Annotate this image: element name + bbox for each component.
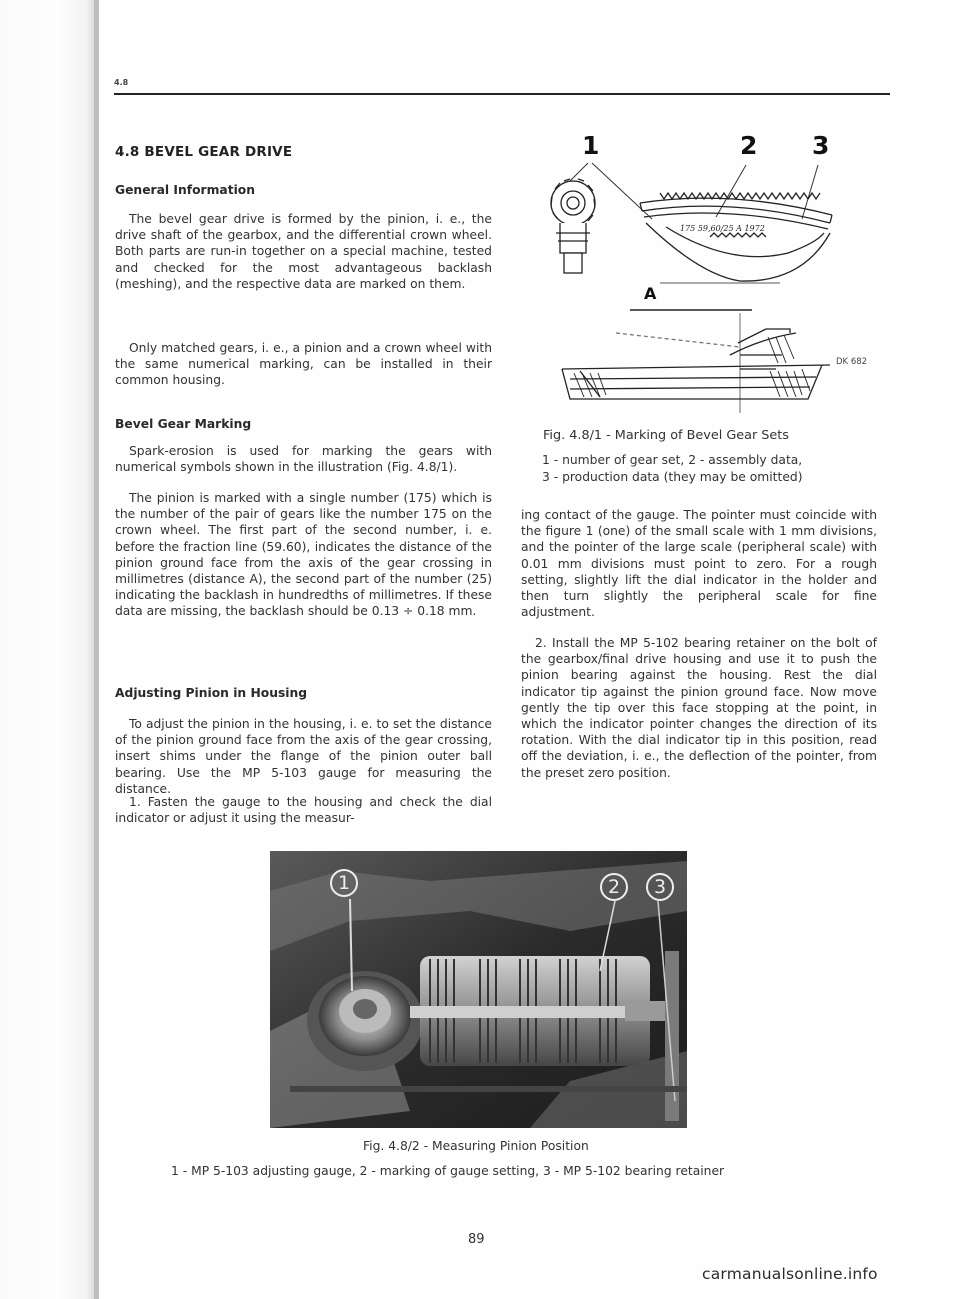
watermark: carmanualsonline.info (702, 1265, 878, 1283)
callout-3: 3 (646, 873, 674, 901)
figure1-caption-title: Fig. 4.8/1 - Marking of Bevel Gear Sets (543, 428, 789, 443)
figure-label-2: 2 (740, 131, 758, 160)
marking-paragraph-1: Spark-erosion is used for marking the gears with numerical symbols shown in the illustration (Fig. 4.8/1). (115, 444, 492, 475)
section-title: 4.8 BEVEL GEAR DRIVE (115, 144, 293, 160)
header-rule (114, 93, 890, 95)
marking-paragraph-2: The pinion is marked with a single number (175) which is the number of the pair of gears like the number 175 on the crown wheel. The first part of the second number, i. e. before the fraction line (59.60), indicates the distance of the pinion ground face from the axis of the gear crossing in millimetres (distance A), the second part of the number (25) indicating the backlash in hundredths of millimetres. If these data are missing, the backlash should be 0.13 ÷ 0.18 mm. (115, 491, 492, 619)
figure-label-1: 1 (582, 131, 600, 160)
general-paragraph-1: The bevel gear drive is formed by the pinion, i. e., the drive shaft of the gearbox, and the differential crown wheel. Both parts are run-in together on a special machine, tested and checked for the most advantageous backlash (meshing), and the respective data are marked on them. (115, 212, 492, 291)
figure1-caption-line-2: 3 - production data (they may be omitted) (542, 470, 803, 484)
figure-reference-code: DK 682 (836, 357, 868, 367)
heading-general-information: General Information (115, 183, 255, 197)
callout-2: 2 (600, 873, 628, 901)
figure1-caption-line-1: 1 - number of gear set, 2 - assembly data, (542, 453, 803, 467)
figure-label-3: 3 (812, 131, 830, 160)
adjusting-paragraph-1: To adjust the pinion in the housing, i. e. to set the distance of the pinion ground face from the axis of the gear crossing, insert shims under the flange of the pinion outer ball bearing. Use the MP 5-103 gauge for measuring the distance. (115, 717, 492, 796)
general-paragraph-2: Only matched gears, i. e., a pinion and a crown wheel with the same numerical marking, can be installed in their common housing. (115, 341, 492, 388)
binding-edge (94, 0, 99, 1299)
figure2-caption-title: Fig. 4.8/2 - Measuring Pinion Position (363, 1139, 589, 1153)
adjusting-paragraph-2: 1. Fasten the gauge to the housing and check the dial indicator or adjust it using the measur- (115, 795, 492, 826)
callout-1: 1 (330, 869, 358, 897)
heading-adjusting-pinion: Adjusting Pinion in Housing (115, 686, 308, 700)
page-binding-shadow (0, 0, 98, 1299)
bevel-gear-drawing (540, 133, 880, 423)
running-head: 4.8 (114, 78, 129, 87)
figure-bevel-gear-marking (540, 133, 880, 423)
photo-measuring-pinion-position (270, 851, 687, 1128)
heading-bevel-gear-marking: Bevel Gear Marking (115, 417, 252, 431)
gear-marking-text: 175 59,60/25 A 1972 (680, 224, 765, 233)
right-paragraph-1: ing contact of the gauge. The pointer must coincide with the figure 1 (one) of the small scale with 1 mm divisions, and the pointer of the large scale (peripheral scale) with 0.01 mm divisions must point to zero. For a rough setting, slightly lift the dial indicator in the holder and then turn slightly the peripheral scale for fine adjustment. (521, 508, 877, 620)
figure2-caption-line: 1 - MP 5-103 adjusting gauge, 2 - marking of gauge setting, 3 - MP 5-102 bearing retainer (171, 1164, 725, 1178)
page-number: 89 (468, 1232, 485, 1247)
right-paragraph-2: 2. Install the MP 5-102 bearing retainer on the bolt of the gearbox/final drive housing and use it to push the pinion bearing against the housing. Rest the dial indicator tip against the pinion ground face. Now move gently the tip over this face stopping at the point, in which the indicator pointer changes the direction of its rotation. With the dial indicator tip in this position, read off the deviation, i. e., the deflection of the pointer, from the preset zero position. (521, 636, 877, 780)
dimension-a-label: A (644, 284, 657, 303)
